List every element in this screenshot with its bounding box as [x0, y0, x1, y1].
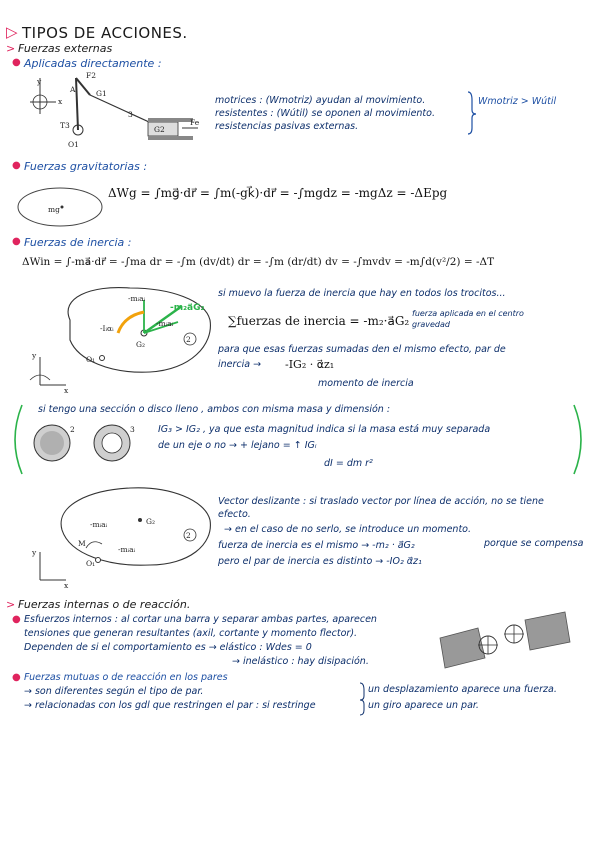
- svg-text:-mᵢaᵢ: -mᵢaᵢ: [128, 294, 146, 303]
- disco-intro: si tengo una sección o disco lleno , ambos con misma masa y dimensión :: [38, 404, 391, 415]
- svg-text:-mᵢaᵢ: -mᵢaᵢ: [156, 319, 174, 328]
- svg-text:A: A: [70, 85, 76, 94]
- deslizante-line2: efecto.: [218, 509, 251, 520]
- deslizante-line3: → en el caso de no serlo, se introduce un momento.: [224, 524, 471, 535]
- deslizante-line1: Vector deslizante : si traslado vector por línea de acción, no se tiene: [218, 496, 544, 507]
- svg-text:-Iᵢαᵢ: -Iᵢαᵢ: [100, 324, 114, 333]
- full-disc-figure: [34, 425, 75, 461]
- esfuerzos-line4: → inelástico : hay disipación.: [232, 656, 369, 667]
- resistentes-text: resistentes : (Wútil) se oponen al movimiento.: [215, 108, 435, 119]
- svg-text:2: 2: [186, 335, 191, 344]
- svg-text:G₂: G₂: [136, 340, 145, 349]
- svg-text:y: y: [32, 548, 37, 557]
- svg-text:mg: mg: [48, 205, 60, 214]
- deslizante-line4b: porque se compensa: [484, 538, 584, 549]
- svg-text:Fe: Fe: [190, 118, 200, 127]
- section-heading-externas: Fuerzas externas: [18, 42, 113, 55]
- deslizante-line5: pero el par de inercia es distinto → -IO₂ α⃗z₁: [218, 556, 422, 567]
- svg-text:O₁: O₁: [86, 559, 96, 568]
- motrices-text: motrices : (Wmotriz) ayudan al movimiento.: [215, 95, 426, 106]
- inertia-body-figure: [30, 288, 210, 395]
- svg-text:F2: F2: [86, 71, 96, 80]
- svg-text:M: M: [78, 539, 86, 548]
- svg-text:y: y: [32, 351, 37, 360]
- svg-text:-mᵢaᵢ: -mᵢaᵢ: [90, 520, 108, 529]
- mutuas-heading: Fuerzas mutuas o de reacción en los pares: [24, 672, 228, 683]
- inertia-term: -IG₂ · α⃗z₁: [285, 358, 335, 371]
- heading-arrow-icon: >: [6, 42, 16, 55]
- bar-cut-figure: [440, 612, 570, 668]
- disco-line2: de un eje o no → + lejano = ↑ IGᵢ: [158, 440, 317, 451]
- mutuas-right2: un giro aparece un par.: [368, 700, 479, 711]
- inertia-body-figure-2: [31, 488, 210, 590]
- resistencias-pasivas-text: resistencias pasivas externas.: [215, 121, 359, 132]
- esfuerzos-line2: tensiones que generan resultantes (axil, cortante y momento flector).: [24, 628, 358, 639]
- esfuerzos-line3: Dependen de si el comportamiento es → elástico : Wdes = 0: [24, 642, 312, 653]
- svg-text:-m₂a⃗G₂: -m₂a⃗G₂: [170, 303, 205, 313]
- svg-text:x: x: [58, 97, 63, 106]
- svg-text:2: 2: [186, 531, 191, 540]
- mutuas-line1: → son diferentes según el tipo de par.: [24, 686, 204, 697]
- mutuas-line2: → relacionadas con los gdl que restringen el par : si restringe: [24, 700, 316, 711]
- section-heading-internas: Fuerzas internas o de reacción.: [18, 598, 191, 611]
- momento-text: momento de inercia: [318, 378, 414, 389]
- svg-text:-mᵢaᵢ: -mᵢaᵢ: [118, 545, 136, 554]
- svg-text:O1: O1: [68, 140, 79, 149]
- disco-line1: IG₃ > IG₂ , ya que esta magnitud indica si la masa está muy separada: [158, 424, 491, 435]
- svg-text:G₂: G₂: [146, 517, 155, 526]
- svg-text:x: x: [64, 386, 69, 395]
- svg-text:O₁: O₁: [86, 355, 96, 364]
- svg-text:G1: G1: [96, 89, 107, 98]
- ring-disc-figure: [94, 425, 135, 461]
- bullet-icon: ●: [12, 614, 21, 625]
- sum-note: fuerza aplicada en el centro gravedad: [412, 309, 524, 329]
- bullet-icon: ●: [12, 236, 21, 247]
- svg-text:3: 3: [130, 425, 135, 434]
- sum-formula: ∑fuerzas de inercia = -m₂·a⃗G₂: [228, 314, 410, 328]
- body-ellipse: [18, 188, 102, 226]
- heading-arrow-icon: >: [6, 598, 16, 611]
- svg-text:G2: G2: [154, 125, 165, 134]
- svg-text:3: 3: [128, 110, 133, 119]
- inertia-line1: si muevo la fuerza de inercia que hay en todos los trocitos...: [218, 288, 506, 299]
- mechanism-figure: [30, 71, 200, 149]
- inertia-line2: para que esas fuerzas sumadas den el mismo efecto, par de: [218, 344, 506, 355]
- esfuerzos-line1: Esfuerzos internos : al cortar una barra y separar ambas partes, aparecen: [24, 614, 377, 625]
- subheading-aplicadas: Aplicadas directamente :: [24, 57, 162, 70]
- title-arrow-icon: ▷: [6, 23, 19, 41]
- gravitational-formula: ΔWg = ∫mg⃗·dr⃗ = ∫m(-gk⃗)·dr⃗ = -∫mgdz = -mgΔz = -ΔEpg: [108, 186, 448, 200]
- bullet-icon: ●: [12, 160, 21, 171]
- deslizante-line4: fuerza de inercia es el mismo → -m₂ · a⃗G₂: [218, 540, 415, 551]
- inertia-line3: inercia →: [218, 359, 262, 370]
- brace-note: Wmotriz > Wútil: [478, 96, 557, 107]
- svg-text:T3: T3: [60, 121, 70, 130]
- bullet-icon: ●: [12, 672, 21, 683]
- page-title: TIPOS DE ACCIONES.: [22, 24, 188, 42]
- mutuas-right1: un desplazamiento aparece una fuerza.: [368, 684, 557, 695]
- disco-line3: dI = dm r²: [324, 458, 373, 469]
- subheading-inercia: Fuerzas de inercia :: [24, 236, 132, 249]
- svg-text:y: y: [37, 77, 42, 86]
- svg-text:2: 2: [70, 425, 75, 434]
- subheading-gravitatorias: Fuerzas gravitatorias :: [24, 160, 148, 173]
- bullet-icon: ●: [12, 57, 21, 68]
- svg-text:x: x: [64, 581, 69, 590]
- inertia-work-formula: ΔWin = ∫-ma⃗·dr⃗ = -∫ma dr = -∫m (dv/dt) dr = -∫m (dr/dt) dv = -∫mvdv = -m∫d(v²/2) = -ΔT: [22, 256, 495, 268]
